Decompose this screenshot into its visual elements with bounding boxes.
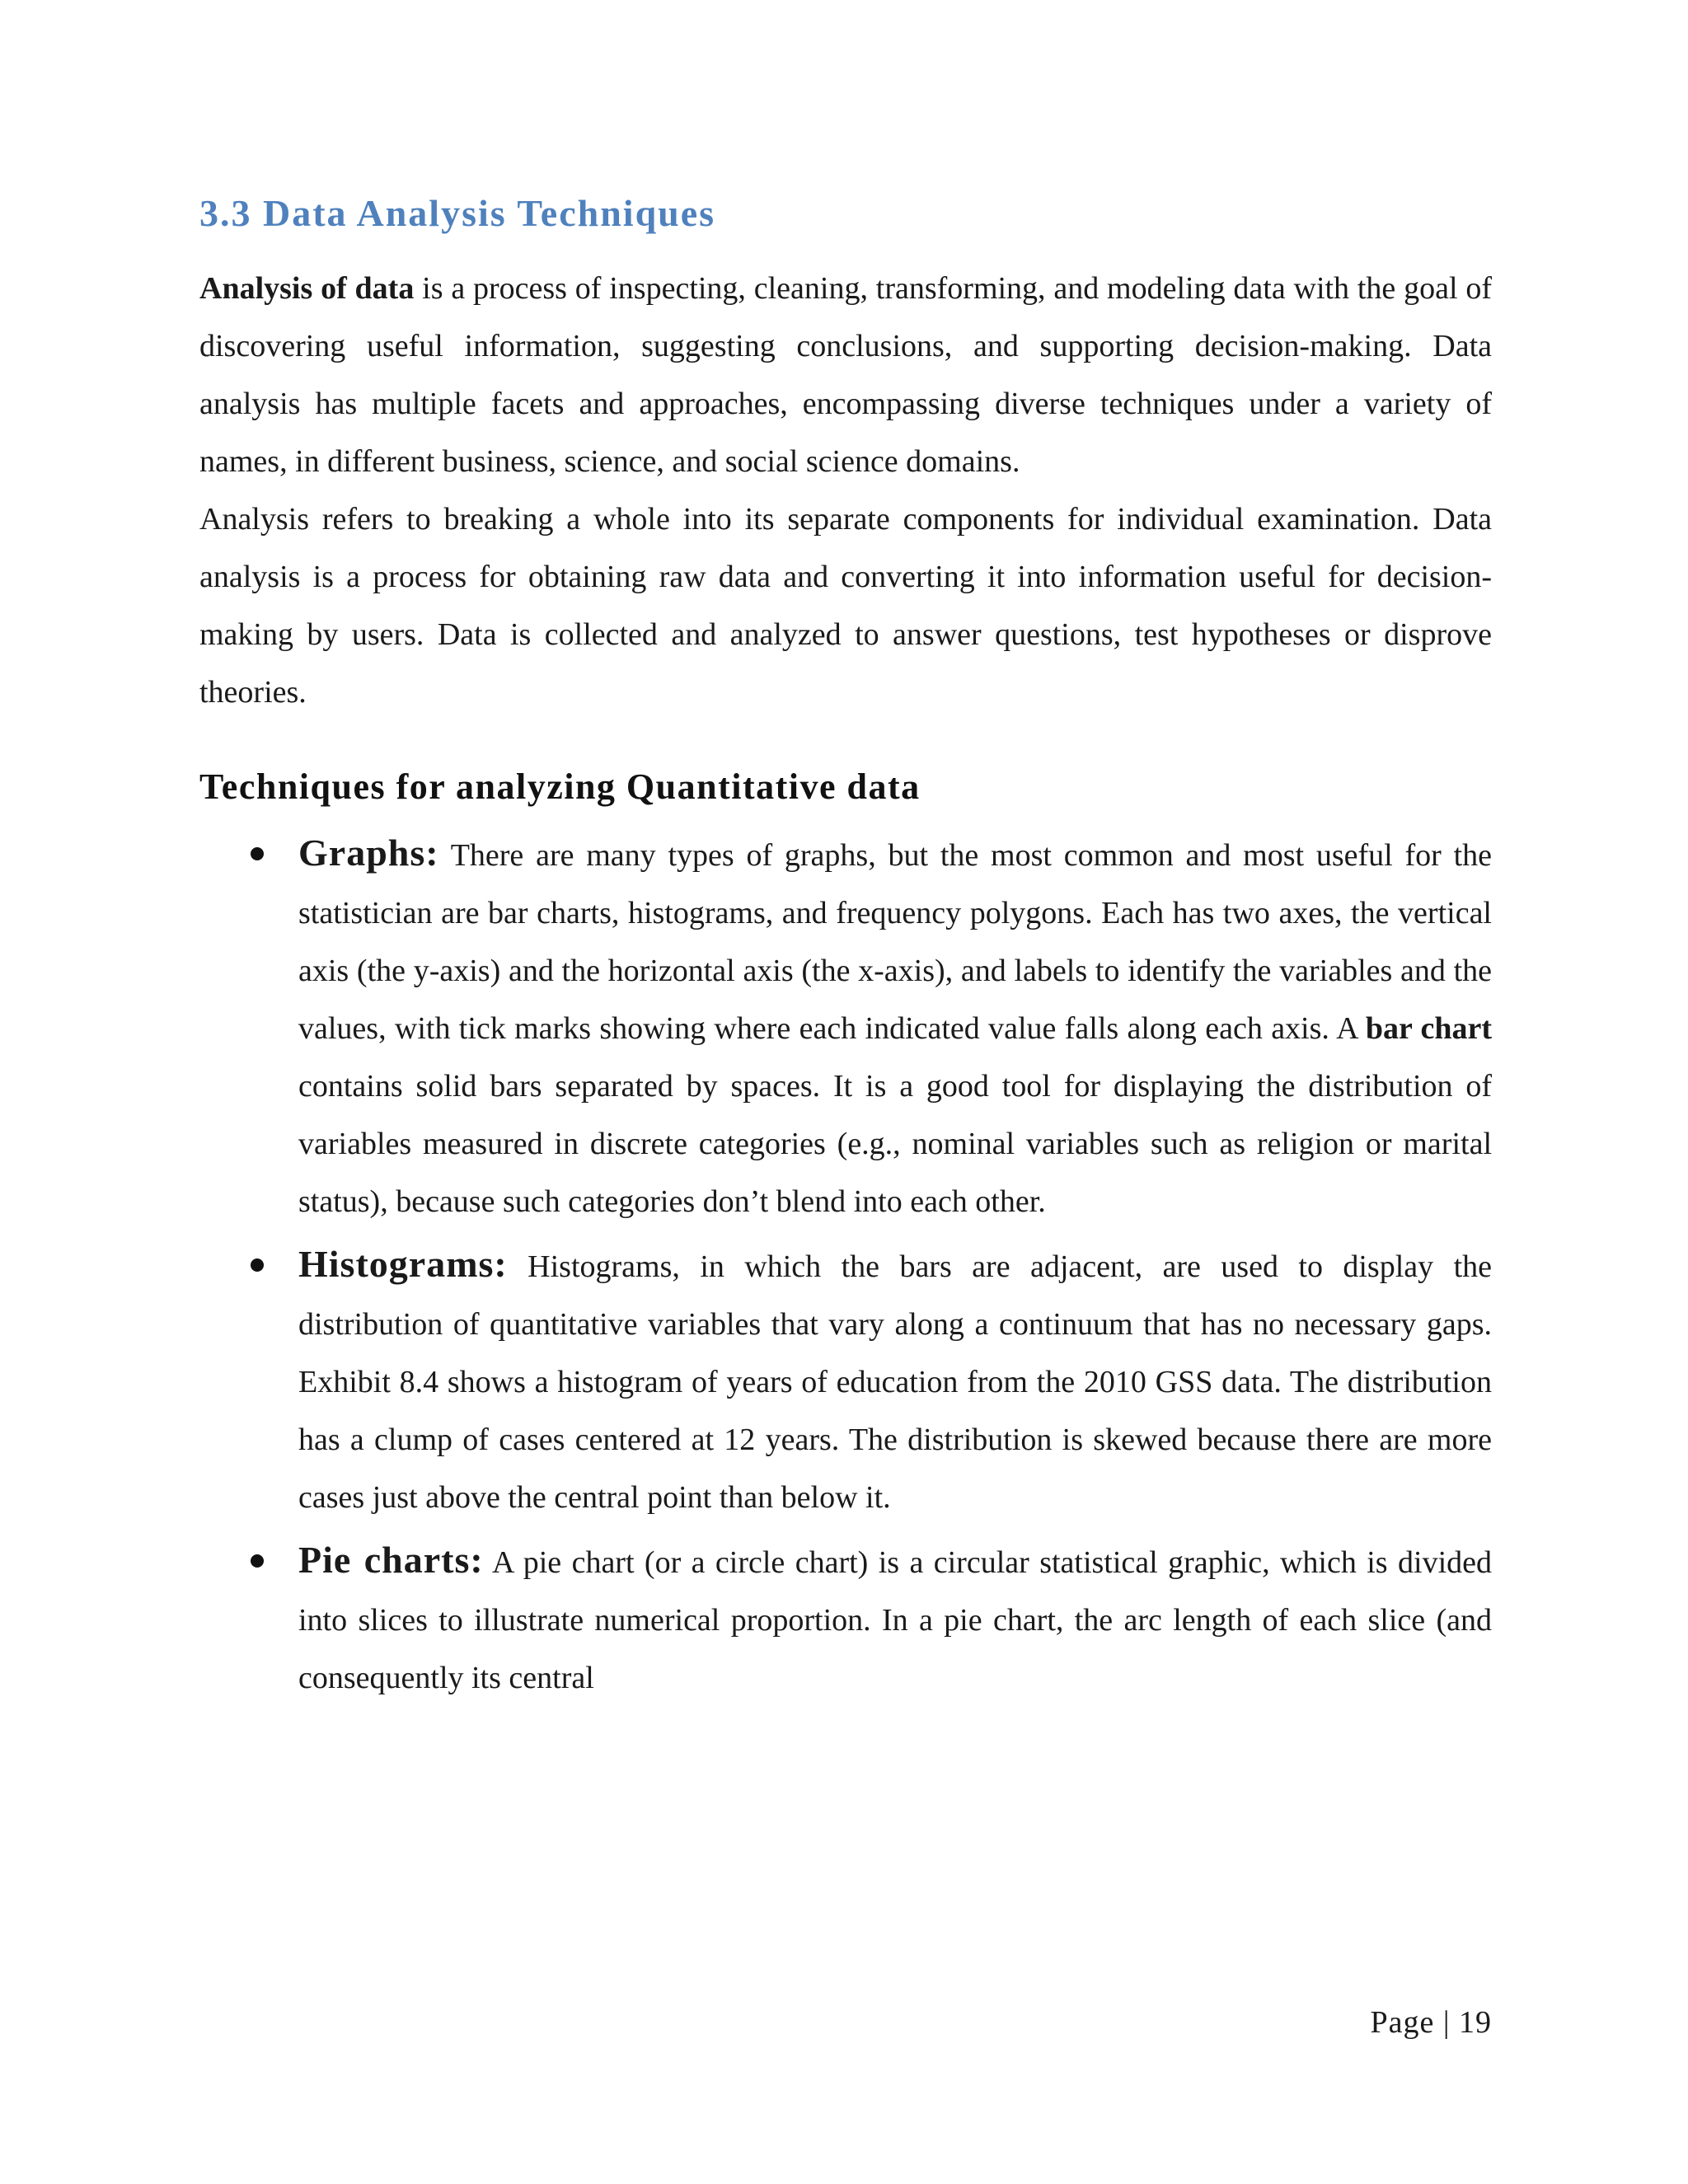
list-item-body: There are many types of graphs, but the most common and most useful for the statistician are bar charts, histograms, and frequency polygons. Each has two axes, the vertical axis (the y-axis) and the horizontal axis (the x-axis), and labels to identify the variables and the values, with tick marks showing where each indicated value falls along each axis. A: [298, 838, 1492, 1046]
list-item-body: A pie chart (or a circle chart) is a circular statistical graphic, which is divided into slices to illustrate numerical proportion. In a pie chart, the arc length of each slice (and consequently its central: [298, 1545, 1492, 1695]
list-item-term: Histograms:: [298, 1243, 508, 1285]
intro-paragraph-text: is a process of inspecting, cleaning, transforming, and modeling data with the goal of discovering useful information, suggesting conclusions, and supporting decision-making. Data analysis has multiple facets and approaches, encompassing diverse techniques under a variety of names, in different business, science, and social science domains.: [199, 271, 1492, 479]
list-item-term: Pie charts:: [298, 1539, 484, 1581]
bullet-dot-icon: [251, 1554, 264, 1568]
page-content: [199, 191, 1492, 1712]
intro-lead-term: Analysis of data: [199, 271, 415, 306]
list-item-pie-charts: [199, 1531, 1492, 1707]
list-item-text: [298, 824, 1492, 1230]
bullet-dot-icon: [251, 847, 264, 860]
subsection-heading: Techniques for analyzing Quantitative data: [199, 766, 921, 807]
second-paragraph: Analysis refers to breaking a whole into its separate components for individual examination. Data analysis is a process for obtaining raw data and converting it into information useful for decision-making by users. Data is collected and analyzed to answer questions, test hypotheses or disprove theories.: [199, 502, 1492, 710]
bullet-dot-icon: [251, 1258, 264, 1272]
list-item-graphs: [199, 824, 1492, 1230]
inline-bold-term: bar chart: [1365, 1011, 1492, 1046]
intro-paragraph: [199, 260, 1492, 490]
list-item-term: Graphs:: [298, 832, 439, 874]
list-item-body: Histograms, in which the bars are adjacent, are used to display the distribution of quantitative variables that vary along a continuum that has no necessary gaps. Exhibit 8.4 shows a histogram of years of education from the 2010 GSS data. The distribution has a clump of cases centered at 12 years. The distribution is skewed because there are more cases just above the central point than below it.: [298, 1249, 1492, 1515]
techniques-list: [199, 824, 1492, 1707]
list-item-body-continued: contains solid bars separated by spaces. It is a good tool for displaying the distribution of variables measured in discrete categories (e.g., nominal variables such as religion or marital status), because such categories don’t blend into each other.: [298, 1069, 1492, 1219]
list-item-text: [298, 1531, 1492, 1707]
section-heading: 3.3 Data Analysis Techniques: [199, 192, 716, 234]
list-item-histograms: [199, 1235, 1492, 1526]
page-number-footer: Page | 19: [1370, 2005, 1492, 2040]
list-item-text: [298, 1235, 1492, 1526]
